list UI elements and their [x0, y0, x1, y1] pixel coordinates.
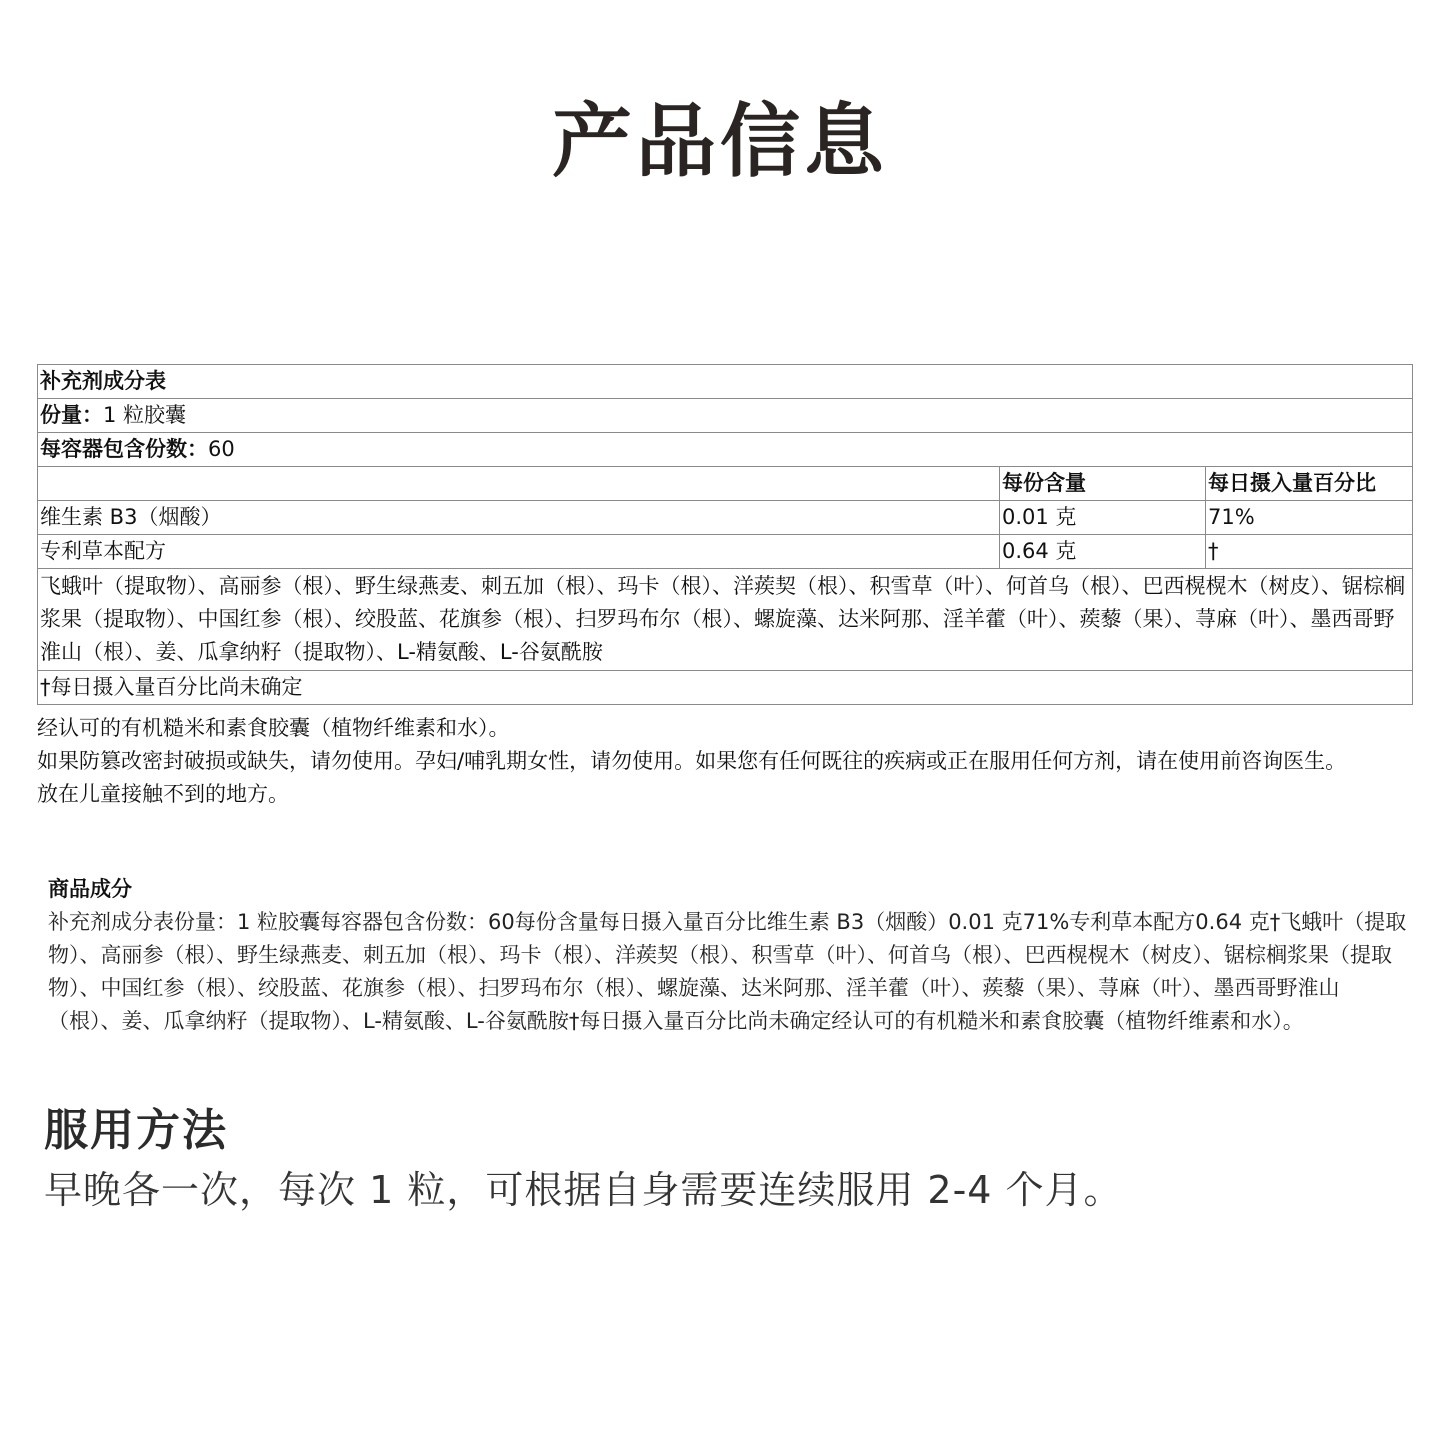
supplement-facts-table	[37, 364, 1413, 705]
servings-per-container-label: 每容器包含份数：	[40, 437, 208, 461]
column-header-blank	[38, 467, 1000, 501]
column-header-row	[38, 467, 1413, 501]
serving-size-label: 份量：	[40, 403, 103, 427]
note-warning: 如果防篡改密封破损或缺失，请勿使用。孕妇/哺乳期女性，请勿使用。如果您有任何既往的疾病或正在服用任何方剂，请在使用前咨询医生。	[37, 749, 1347, 773]
table-row	[38, 535, 1413, 569]
table-footnote: †每日摄入量百分比尚未确定	[38, 671, 1413, 705]
row-daily-value: †	[1206, 535, 1413, 569]
blend-ingredients: 飞蛾叶（提取物）、高丽参（根）、野生绿燕麦、刺五加（根）、玛卡（根）、洋蒺契（根）、积雪草（叶）、何首乌（根）、巴西榥榥木（树皮）、锯棕榈浆果（提取物）、中国红参（根）、绞股蓝、花旗参（根）、扫罗玛布尔（根）、螺旋藻、达米阿那、淫羊藿（叶）、蒺藜（果）、荨麻（叶）、墨西哥野淮山（根）、姜、瓜拿纳籽（提取物）、L-精氨酸、L-谷氨酰胺	[38, 569, 1413, 671]
product-notes	[37, 712, 1417, 811]
column-header-amount: 每份含量	[1000, 467, 1206, 501]
usage-section	[44, 1100, 1424, 1218]
serving-size-row	[38, 399, 1413, 433]
row-amount: 0.64 克	[1000, 535, 1206, 569]
ingredients-text: 补充剂成分表份量：1 粒胶囊每容器包含份数：60每份含量每日摄入量百分比维生素 B3（烟酸）0.01 克71%专利草本配方0.64 克†飞蛾叶（提取物）、高丽参（根）、野生绿燕麦、刺五加（根）、玛卡（根）、洋蒺契（根）、积雪草（叶）、何首乌（根）、巴西榥榥木（树皮）、锯棕榈浆果（提取物）、中国红参（根）、绞股蓝、花旗参（根）、扫罗玛布尔（根）、螺旋藻、达米阿那、淫羊藿（叶）、蒺藜（果）、荨麻（叶）、墨西哥野淮山（根）、姜、瓜拿纳籽（提取物）、L-精氨酸、L-谷氨酰胺†每日摄入量百分比尚未确定经认可的有机糙米和素食胶囊（植物纤维素和水）。	[48, 910, 1407, 1033]
servings-per-container-row	[38, 433, 1413, 467]
servings-per-container-value: 60	[208, 437, 235, 461]
row-daily-value: 71%	[1206, 501, 1413, 535]
footnote-row	[38, 671, 1413, 705]
serving-size-value: 1 粒胶囊	[103, 403, 187, 427]
page-title: 产品信息	[552, 95, 888, 188]
table-row	[38, 501, 1413, 535]
row-name: 专利草本配方	[38, 535, 1000, 569]
note-children: 放在儿童接触不到的地方。	[37, 782, 289, 806]
table-heading-row	[38, 365, 1413, 399]
ingredients-section	[48, 873, 1408, 1038]
table-heading: 补充剂成分表	[38, 365, 1413, 399]
blend-row	[38, 569, 1413, 671]
usage-title: 服用方法	[44, 1105, 228, 1156]
usage-text: 早晚各一次，每次 1 粒，可根据自身需要连续服用 2-4 个月。	[44, 1168, 1123, 1212]
ingredients-heading: 商品成分	[48, 877, 132, 901]
row-name: 维生素 B3（烟酸）	[38, 501, 1000, 535]
note-capsule: 经认可的有机糙米和素食胶囊（植物纤维素和水）。	[37, 716, 510, 740]
column-header-daily-value: 每日摄入量百分比	[1206, 467, 1413, 501]
row-amount: 0.01 克	[1000, 501, 1206, 535]
